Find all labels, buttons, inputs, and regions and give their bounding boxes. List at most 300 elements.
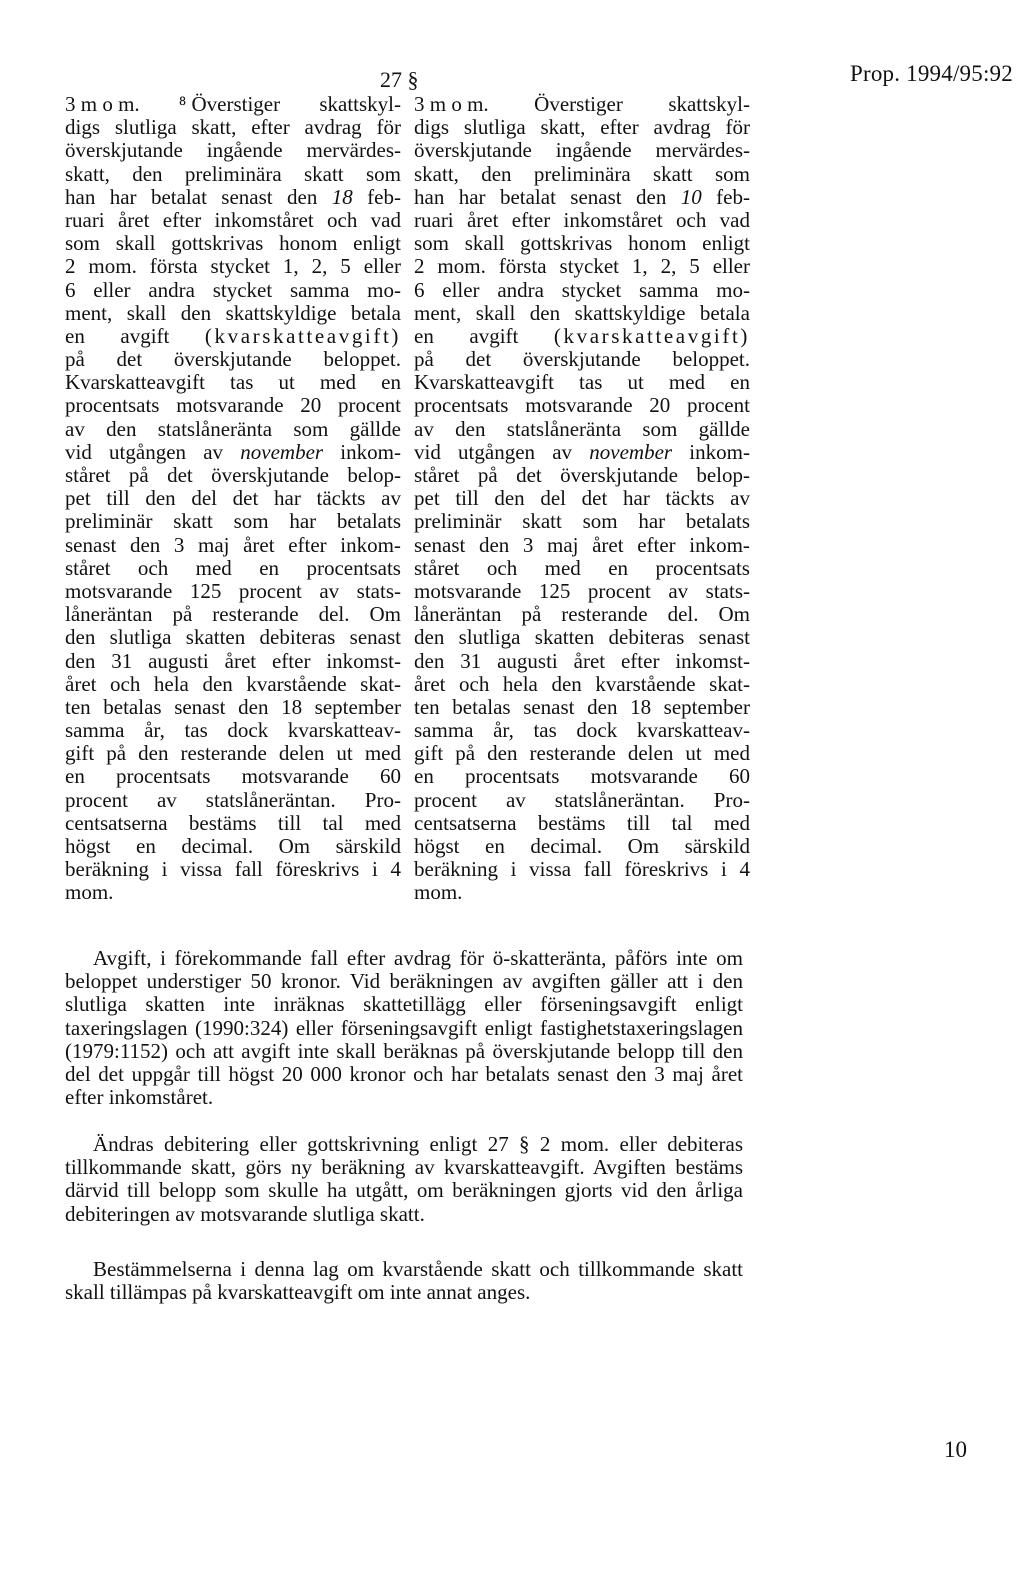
column-word: till bbox=[277, 810, 302, 835]
column-word: skatten bbox=[185, 625, 246, 650]
column-word: betalas bbox=[103, 694, 162, 719]
column-word: året bbox=[117, 207, 150, 232]
column-word: inkomst- bbox=[675, 648, 750, 673]
column-word: digs bbox=[65, 115, 101, 140]
column-word: som bbox=[582, 509, 618, 534]
column-line bbox=[414, 719, 750, 742]
column-word: Om bbox=[278, 834, 311, 858]
column-word: hela bbox=[502, 671, 538, 696]
column-word: en bbox=[136, 834, 156, 858]
column-word: mervärdes- bbox=[306, 138, 401, 163]
column-word: procent bbox=[337, 393, 401, 418]
column-word: mo- bbox=[716, 277, 750, 302]
column-word: slutliga bbox=[109, 625, 172, 650]
column-word: det bbox=[167, 463, 193, 487]
column-word: vid bbox=[414, 439, 441, 464]
column-word: 5 bbox=[340, 254, 351, 279]
column-word: har bbox=[289, 509, 317, 534]
column-word: och bbox=[459, 671, 490, 696]
column-word: med bbox=[668, 370, 706, 395]
column-word: särskild bbox=[684, 834, 750, 858]
column-line bbox=[65, 394, 401, 417]
column-word: 3 bbox=[173, 532, 185, 557]
column-line bbox=[414, 232, 750, 255]
column-word: resterande bbox=[212, 602, 299, 627]
column-word: ut bbox=[627, 370, 644, 395]
column-word: ingående bbox=[206, 138, 283, 163]
proposed-wording-column bbox=[414, 93, 750, 905]
column-word: av bbox=[668, 578, 689, 603]
column-word: Pro- bbox=[364, 787, 401, 812]
column-word: samma bbox=[638, 277, 699, 302]
column-word: preliminära bbox=[184, 161, 282, 186]
column-line bbox=[414, 209, 750, 232]
column-word: skattskyl- bbox=[319, 92, 401, 116]
column-word: den bbox=[587, 694, 618, 719]
column-word: digs bbox=[414, 115, 450, 140]
column-word: beräkning bbox=[65, 857, 149, 882]
column-line bbox=[414, 812, 750, 835]
column-word: centsatserna bbox=[414, 810, 517, 835]
column-word: mo- bbox=[367, 277, 401, 302]
column-word: skall bbox=[475, 300, 516, 325]
column-word: procentsats bbox=[464, 764, 560, 789]
column-word: 18 bbox=[331, 184, 353, 209]
column-word: av bbox=[65, 416, 85, 441]
column-word: slutliga bbox=[114, 115, 177, 140]
column-line bbox=[65, 557, 401, 580]
column-line bbox=[65, 464, 401, 487]
column-word: år, bbox=[493, 718, 514, 743]
column-line bbox=[414, 557, 750, 580]
column-word: vissa bbox=[180, 857, 223, 882]
column-word: del. bbox=[667, 602, 699, 627]
column-word: senast bbox=[221, 184, 273, 209]
column-line bbox=[65, 858, 401, 881]
column-word: 3 m o m. bbox=[414, 92, 489, 116]
column-word: procentsats bbox=[65, 393, 160, 418]
column-word: september bbox=[663, 694, 750, 719]
column-word: av bbox=[319, 578, 340, 603]
column-word: 1, bbox=[631, 254, 648, 279]
column-word: (kvarskatteavgift) bbox=[553, 323, 750, 348]
column-word: del bbox=[191, 486, 217, 511]
column-word: som bbox=[414, 231, 450, 256]
column-word: bestäms bbox=[188, 810, 257, 835]
column-word: i bbox=[510, 857, 517, 882]
column-word: det bbox=[465, 347, 492, 372]
column-word: skatt, bbox=[414, 161, 459, 186]
column-word: tas bbox=[230, 370, 254, 395]
column-line bbox=[65, 325, 401, 348]
column-word: slutliga bbox=[458, 625, 521, 650]
column-word: den bbox=[106, 416, 137, 441]
column-word: som bbox=[293, 416, 329, 441]
column-line bbox=[65, 580, 401, 603]
column-word: stats- bbox=[356, 578, 401, 603]
column-line bbox=[414, 348, 750, 371]
column-word: betalat bbox=[150, 184, 207, 209]
column-word: den bbox=[65, 648, 96, 673]
column-word: resterande bbox=[561, 602, 648, 627]
column-word: och bbox=[110, 671, 141, 696]
column-word: överskjutande bbox=[560, 463, 678, 487]
column-word: ruari bbox=[65, 207, 105, 232]
column-word: överskjutande bbox=[65, 138, 183, 163]
column-word: som bbox=[233, 509, 269, 534]
column-word: den bbox=[529, 300, 561, 325]
column-word: beloppet. bbox=[672, 347, 750, 372]
column-word: preliminär bbox=[414, 509, 502, 534]
column-word: av bbox=[552, 439, 573, 464]
column-word: en bbox=[65, 323, 85, 348]
column-word: med bbox=[713, 810, 750, 835]
column-word: året bbox=[592, 532, 624, 557]
column-word: den bbox=[487, 741, 518, 766]
column-line bbox=[65, 371, 401, 394]
column-line bbox=[65, 650, 401, 673]
column-line bbox=[414, 696, 750, 719]
column-word: beräkning bbox=[414, 857, 498, 882]
column-line bbox=[65, 232, 401, 255]
column-word: senast bbox=[414, 532, 466, 557]
column-line bbox=[65, 116, 401, 139]
column-word: gällde bbox=[698, 416, 750, 441]
column-word: efter bbox=[288, 532, 327, 557]
column-word: 4 bbox=[390, 857, 401, 882]
column-word: ten bbox=[414, 694, 440, 719]
column-word: året bbox=[573, 648, 606, 673]
column-line bbox=[65, 719, 401, 742]
column-word: betalats bbox=[336, 509, 401, 534]
column-word: på bbox=[477, 463, 498, 487]
column-word: utgången bbox=[109, 439, 187, 464]
column-word: maj bbox=[546, 532, 579, 557]
column-line bbox=[65, 139, 401, 162]
column-word: honom bbox=[279, 231, 338, 256]
column-line bbox=[65, 534, 401, 557]
column-word: till bbox=[106, 486, 130, 511]
column-word: november bbox=[589, 439, 673, 464]
column-word: året bbox=[414, 671, 446, 696]
column-word: år, bbox=[144, 718, 165, 743]
column-word: 6 bbox=[65, 277, 76, 302]
column-word: mervärdes- bbox=[655, 138, 750, 163]
column-word: gottskrivas bbox=[520, 231, 613, 256]
column-word: maj bbox=[197, 532, 230, 557]
column-word: pet bbox=[414, 486, 440, 511]
column-word: i bbox=[721, 857, 727, 882]
column-word: den bbox=[180, 300, 212, 325]
column-word: 3 m o m. bbox=[65, 92, 140, 116]
column-word: enligt bbox=[702, 231, 750, 256]
column-word: senast bbox=[349, 625, 401, 650]
column-word: med bbox=[319, 370, 357, 395]
column-line bbox=[65, 418, 401, 441]
column-word: ruari bbox=[414, 207, 454, 232]
paragraph-andras-debitering: Ändras debitering eller gottskrivning enligt 27 § 2 mom. eller debiteras tillkommande skatt, görs ny beräkning av kvarskatteavgift. Avgiften bestäms därvid till belopp som skulle ha utgått, om beräkningen gjorts vid den årliga debiteringen av motsvarande slutliga skatt. bbox=[65, 1132, 743, 1226]
column-line bbox=[65, 209, 401, 232]
column-word: 6 bbox=[414, 277, 425, 302]
column-line bbox=[414, 487, 750, 510]
column-word: belop- bbox=[347, 463, 401, 487]
column-word: för bbox=[376, 115, 401, 140]
column-word: 3 bbox=[522, 532, 534, 557]
column-word: skatt bbox=[652, 161, 693, 186]
column-word: till bbox=[455, 486, 479, 511]
column-line bbox=[414, 93, 750, 116]
column-word: låneräntan bbox=[414, 602, 502, 627]
column-word: 5 bbox=[689, 254, 700, 279]
column-word: stats- bbox=[705, 578, 750, 603]
column-line bbox=[65, 626, 401, 649]
column-word: 2, bbox=[660, 254, 677, 279]
column-word: 2 bbox=[414, 254, 425, 279]
column-word: efter bbox=[511, 207, 551, 232]
column-word: och bbox=[327, 207, 358, 232]
column-line bbox=[414, 139, 750, 162]
column-word: tal bbox=[671, 810, 693, 835]
column-word: ment, bbox=[65, 300, 113, 325]
column-line bbox=[414, 510, 750, 533]
column-word: inkom- bbox=[689, 439, 750, 464]
column-word: senast bbox=[698, 625, 750, 650]
column-word: låneräntan bbox=[65, 602, 153, 627]
column-word: kvarskatteav- bbox=[636, 718, 750, 743]
column-word: september bbox=[314, 694, 401, 719]
column-word: avgift bbox=[120, 323, 170, 348]
column-word: ⁸ Överstiger bbox=[178, 92, 281, 116]
column-word: motsvarande bbox=[241, 764, 349, 789]
column-line bbox=[65, 673, 401, 696]
column-word: inkomståret bbox=[214, 207, 314, 232]
paragraph-avgift: Avgift, i förekommande fall efter avdrag för ö-skatteränta, påförs inte om beloppet understiger 50 kronor. Vid beräkningen av avgiften gäller att i den slutliga skatten inte inräknas skattetillägg eller förseningsavgift enligt taxeringslagen (1990:324) eller förseningsavgift enligt fastighetstaxeringslagen (1979:1152) och att avgift inte skall beräknas på överskjutande belopp till den del det uppgår till högst 20 000 kronor och har betalats senast den 3 maj året efter inkomståret. bbox=[65, 946, 743, 1110]
column-word: med bbox=[195, 555, 232, 580]
column-word: som bbox=[642, 416, 678, 441]
column-word: 125 bbox=[538, 578, 571, 603]
column-line bbox=[65, 742, 401, 765]
column-word: tas bbox=[184, 718, 208, 743]
column-word: stycket bbox=[559, 254, 619, 279]
column-word: inkom- bbox=[689, 532, 750, 557]
column-line bbox=[414, 116, 750, 139]
column-line bbox=[414, 325, 750, 348]
column-word: en bbox=[381, 370, 401, 395]
column-word: av bbox=[505, 787, 526, 812]
column-word: en bbox=[65, 764, 85, 789]
column-word: preliminär bbox=[65, 509, 153, 534]
column-word: med bbox=[364, 810, 401, 835]
column-word: statslåneränta bbox=[157, 416, 273, 441]
column-word: del bbox=[540, 486, 566, 511]
column-line bbox=[414, 650, 750, 673]
column-line bbox=[65, 255, 401, 278]
column-word: en bbox=[485, 834, 505, 858]
column-word: betala bbox=[350, 300, 401, 325]
column-line bbox=[414, 441, 750, 464]
column-word: har bbox=[623, 486, 650, 511]
column-word: avgift bbox=[469, 323, 519, 348]
column-line bbox=[414, 394, 750, 417]
column-word: som bbox=[714, 161, 750, 186]
column-word: vissa bbox=[529, 857, 572, 882]
column-word: betala bbox=[699, 300, 750, 325]
column-word: den bbox=[636, 184, 667, 209]
column-word: feb- bbox=[716, 184, 750, 209]
column-line bbox=[65, 835, 401, 858]
column-word: av bbox=[156, 787, 177, 812]
column-word: skatt bbox=[303, 161, 344, 186]
column-word: motsvarande bbox=[414, 578, 522, 603]
column-word: skat- bbox=[709, 671, 750, 696]
column-word: efter bbox=[620, 648, 660, 673]
column-word: skatt, bbox=[65, 161, 110, 186]
column-word: procent bbox=[65, 787, 128, 812]
column-word: skatt, bbox=[540, 115, 586, 140]
column-word: stycket bbox=[210, 254, 270, 279]
column-word: Om bbox=[369, 602, 401, 627]
column-word: belop- bbox=[696, 463, 750, 487]
column-word: motsvarande bbox=[525, 393, 633, 418]
column-line bbox=[414, 371, 750, 394]
column-word: ten bbox=[65, 694, 91, 719]
column-word: som bbox=[365, 161, 401, 186]
column-line bbox=[65, 487, 401, 510]
column-word: 18 bbox=[630, 694, 652, 719]
column-word: den bbox=[138, 741, 169, 766]
column-word: betalat bbox=[499, 184, 556, 209]
column-word: resterande bbox=[529, 741, 616, 766]
column-word: som bbox=[65, 231, 101, 256]
column-word: den bbox=[481, 161, 512, 186]
column-word: överskjutande bbox=[173, 347, 292, 372]
paragraph-bestammelserna: Bestämmelserna i denna lag om kvarstående skatt och tillkommande skatt skall tillämpas på kvarskatteavgift om inte annat anges. bbox=[65, 1257, 743, 1305]
column-word: decimal. bbox=[530, 834, 603, 858]
column-word: mom. bbox=[414, 880, 463, 905]
column-word: på bbox=[128, 463, 149, 487]
column-word: mom. bbox=[88, 254, 137, 279]
column-word: han bbox=[414, 184, 445, 209]
column-word: Överstiger bbox=[534, 92, 623, 116]
column-word: den bbox=[202, 671, 233, 696]
column-word: motsvarande bbox=[65, 578, 173, 603]
column-word: procentsats bbox=[306, 555, 401, 580]
column-word: Kvarskatteavgift bbox=[414, 370, 554, 395]
column-word: den bbox=[129, 532, 161, 557]
column-word: det bbox=[232, 486, 259, 511]
column-word: till bbox=[626, 810, 651, 835]
column-word: 2 bbox=[65, 254, 76, 279]
column-word: statslåneräntan. bbox=[205, 787, 336, 812]
column-word: skat- bbox=[360, 671, 401, 696]
column-word: på bbox=[65, 347, 85, 372]
column-word: betalats bbox=[685, 509, 750, 534]
column-word: efter bbox=[162, 207, 202, 232]
column-word: ståret bbox=[414, 463, 460, 487]
column-word: av bbox=[381, 486, 401, 511]
column-line bbox=[65, 510, 401, 533]
column-word: en bbox=[259, 555, 280, 580]
column-word: preliminära bbox=[533, 161, 631, 186]
column-word: ståret bbox=[65, 555, 111, 580]
column-word: skatt bbox=[173, 509, 213, 534]
column-line bbox=[65, 881, 401, 904]
column-word: har bbox=[274, 486, 301, 511]
column-word: och bbox=[676, 207, 707, 232]
column-word: avdrag bbox=[304, 115, 362, 140]
column-word: 1, bbox=[282, 254, 299, 279]
column-word: högst bbox=[414, 834, 460, 858]
column-word: tas bbox=[533, 718, 557, 743]
column-word: 125 bbox=[189, 578, 222, 603]
column-word: 20 bbox=[300, 393, 322, 418]
column-word: av bbox=[414, 416, 434, 441]
column-word: statslåneräntan. bbox=[554, 787, 685, 812]
column-line bbox=[65, 603, 401, 626]
column-word: eller bbox=[93, 277, 131, 302]
column-word: dock bbox=[227, 718, 269, 743]
column-word: motsvarande bbox=[176, 393, 284, 418]
column-word: det bbox=[116, 347, 143, 372]
column-word: decimal. bbox=[181, 834, 254, 858]
column-word: den bbox=[551, 671, 582, 696]
column-word: på bbox=[172, 602, 193, 627]
column-word: avdrag bbox=[653, 115, 711, 140]
column-word: i bbox=[372, 857, 378, 882]
column-word: augusti bbox=[148, 648, 209, 673]
column-word: en bbox=[730, 370, 750, 395]
column-word: mom. bbox=[437, 254, 486, 279]
column-word: ut bbox=[685, 741, 702, 766]
column-word: fall bbox=[583, 857, 612, 882]
column-word: skall bbox=[115, 231, 156, 256]
column-word: procent bbox=[587, 578, 651, 603]
column-word: tal bbox=[322, 810, 344, 835]
column-word: Kvarskatteavgift bbox=[65, 370, 205, 395]
section-heading: 27 § bbox=[380, 67, 419, 92]
column-word: den bbox=[287, 184, 318, 209]
column-line bbox=[414, 464, 750, 487]
column-word: eller bbox=[442, 277, 480, 302]
column-line bbox=[65, 163, 401, 186]
column-line bbox=[65, 812, 401, 835]
column-line bbox=[65, 789, 401, 812]
column-word: procent bbox=[686, 393, 750, 418]
column-word: på bbox=[521, 602, 542, 627]
column-word: ut bbox=[278, 370, 295, 395]
column-word: resterande bbox=[180, 741, 267, 766]
column-word: statslåneränta bbox=[506, 416, 622, 441]
column-word: året bbox=[466, 207, 499, 232]
column-line bbox=[414, 534, 750, 557]
column-word: 31 bbox=[111, 648, 133, 673]
column-word: täckts bbox=[316, 486, 366, 511]
column-word: täckts bbox=[665, 486, 715, 511]
column-word: skall bbox=[464, 231, 505, 256]
column-word: vid bbox=[65, 439, 92, 464]
column-word: procent bbox=[414, 787, 477, 812]
column-word: han bbox=[65, 184, 96, 209]
column-word: centsatserna bbox=[65, 810, 168, 835]
column-word: ment, bbox=[414, 300, 462, 325]
column-word: gift bbox=[414, 741, 444, 766]
column-word: föreskrivs bbox=[624, 857, 709, 882]
column-word: med bbox=[713, 741, 750, 766]
column-word: skattskyl- bbox=[668, 92, 750, 116]
column-line bbox=[414, 418, 750, 441]
column-word: senast bbox=[523, 694, 575, 719]
column-word: samma bbox=[414, 718, 474, 743]
